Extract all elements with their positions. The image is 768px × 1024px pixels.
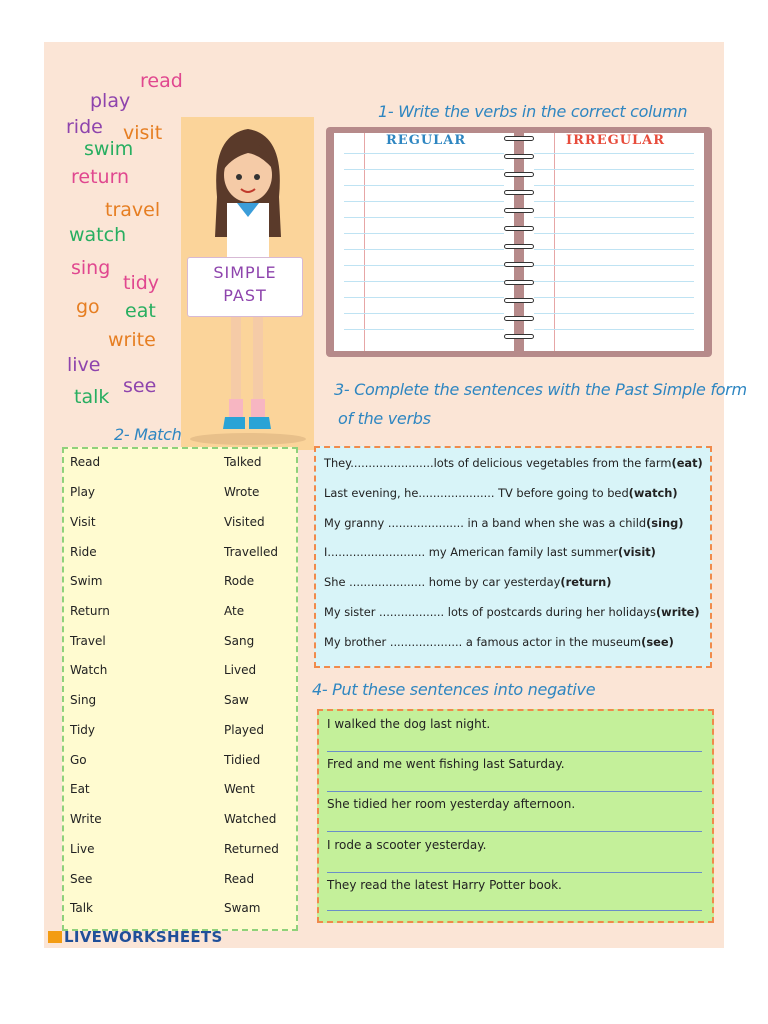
verb-word: return: [71, 166, 130, 188]
match-left-item: Go: [70, 753, 87, 767]
match-left-item: Sing: [70, 693, 97, 707]
match-left-item: Travel: [70, 634, 106, 648]
match-left-item: Play: [70, 485, 96, 499]
complete-sentence: They.......................lots of delicious vegetables from the farm(eat): [324, 456, 703, 470]
verb-word: sing: [71, 257, 111, 279]
match-left-item: See: [70, 872, 93, 886]
negative-sentence: I rode a scooter yesterday.: [327, 838, 487, 852]
match-left-item: Watch: [70, 663, 108, 677]
match-left-item: Tidy: [70, 723, 96, 737]
verb-word: go: [76, 296, 100, 318]
irregular-page: [524, 133, 704, 351]
verb-word: read: [140, 70, 183, 92]
complete-sentence: I........................... my American family last summer(visit): [324, 545, 656, 559]
verb-word: watch: [69, 224, 127, 246]
match-right-item: Went: [224, 782, 255, 796]
answer-line[interactable]: [327, 751, 702, 752]
regular-column-header: REGULAR: [386, 133, 467, 148]
verb-word: write: [108, 329, 156, 351]
complete-sentence: She ..................... home by car yesterday(return): [324, 575, 612, 589]
match-left-item: Ride: [70, 545, 97, 559]
match-table: [62, 447, 298, 931]
match-left-item: Visit: [70, 515, 96, 529]
match-right-item: Lived: [224, 663, 257, 677]
worksheet: [44, 42, 747, 948]
verb-word: play: [90, 90, 131, 112]
negative-sentence: I walked the dog last night.: [327, 717, 491, 731]
match-left-item: Live: [70, 842, 95, 856]
match-right-item: Sang: [224, 634, 255, 648]
verb-word: live: [67, 354, 101, 376]
negative-sentence: They read the latest Harry Potter book.: [327, 878, 562, 892]
complete-sentence: My granny ..................... in a band when she was a child(sing): [324, 516, 684, 530]
answer-line[interactable]: [327, 910, 702, 911]
complete-sentence: My sister .................. lots of postcards during her holidays(write): [324, 605, 700, 619]
answer-line[interactable]: [327, 872, 702, 873]
sign-line2: PAST: [223, 286, 267, 305]
match-left-item: Return: [70, 604, 110, 618]
complete-sentence: My brother .................... a famous actor in the museum(see): [324, 635, 674, 649]
match-right-item: Wrote: [224, 485, 260, 499]
regular-page: [334, 133, 514, 351]
verb-word: talk: [74, 386, 110, 408]
girl-illustration: [181, 117, 314, 450]
verb-word: ride: [66, 116, 103, 138]
match-left-item: Eat: [70, 782, 90, 796]
section3-title-line2: of the verbs: [338, 409, 431, 428]
complete-sentence: Last evening, he..................... TV before going to bed(watch): [324, 486, 678, 500]
match-right-item: Played: [224, 723, 265, 737]
logo-text: LIVEWORKSHEETS: [64, 928, 223, 946]
match-right-item: Read: [224, 872, 255, 886]
match-right-item: Swam: [224, 901, 261, 915]
match-right-item: Watched: [224, 812, 277, 826]
match-right-item: Talked: [224, 455, 262, 469]
verb-word: see: [123, 375, 157, 397]
match-left-item: Swim: [70, 574, 103, 588]
regular-irregular-notebook: [326, 127, 712, 357]
match-right-item: Ate: [224, 604, 245, 618]
negative-sentence: She tidied her room yesterday afternoon.: [327, 797, 576, 811]
verb-word: tidy: [123, 272, 160, 294]
verb-word: eat: [125, 300, 156, 322]
answer-line[interactable]: [327, 791, 702, 792]
verb-word: swim: [84, 138, 134, 160]
match-right-item: Travelled: [224, 545, 279, 559]
match-right-item: Rode: [224, 574, 255, 588]
section2-title: 2- Match: [114, 425, 182, 444]
match-right-item: Tidied: [224, 753, 261, 767]
match-right-item: Saw: [224, 693, 249, 707]
match-left-item: Read: [70, 455, 101, 469]
section4-title: 4- Put these sentences into negative: [312, 680, 596, 699]
match-left-item: Write: [70, 812, 102, 826]
logo-icon: [48, 931, 62, 943]
section1-title: 1- Write the verbs in the correct column: [378, 102, 688, 121]
match-right-item: Returned: [224, 842, 279, 856]
negative-sentence: Fred and me went fishing last Saturday.: [327, 757, 565, 771]
match-left-item: Talk: [70, 901, 93, 915]
match-right-item: Visited: [224, 515, 265, 529]
complete-sentences-box: [314, 446, 712, 668]
sign-line1: SIMPLE: [213, 263, 277, 282]
liveworksheets-logo: [48, 928, 223, 946]
answer-line[interactable]: [327, 831, 702, 832]
simple-past-sign: [187, 257, 303, 317]
verb-word: travel: [105, 199, 161, 221]
verb-word: visit: [123, 122, 163, 144]
section3-title-line1: 3- Complete the sentences with the Past Simple form: [334, 380, 747, 399]
irregular-column-header: IRREGULAR: [566, 133, 666, 148]
negative-sentences-box: [317, 709, 714, 923]
